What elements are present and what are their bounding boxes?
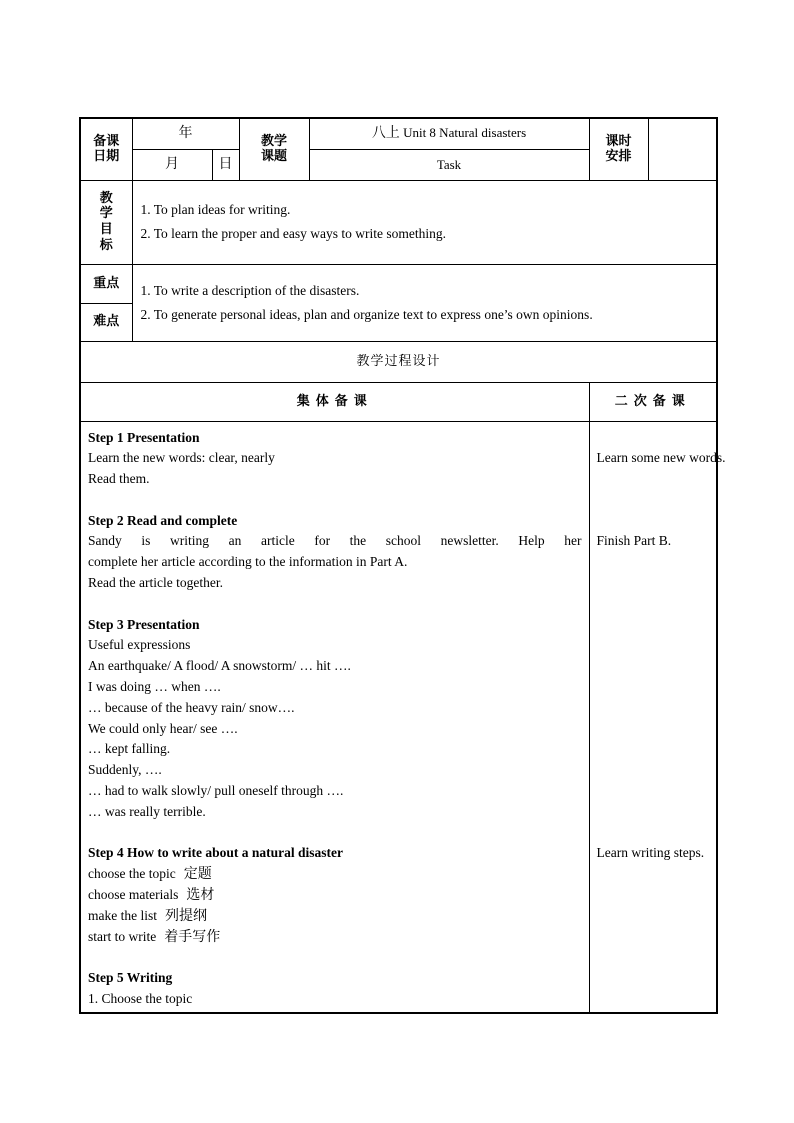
key-points-label: 重点 — [80, 264, 132, 303]
date-label-line2: 日期 — [93, 149, 120, 165]
expression-line: … was really terrible. — [88, 803, 206, 819]
step-title: Step 1 Presentation — [88, 429, 200, 445]
focus-list — [132, 264, 717, 341]
expression-line: Suddenly, …. — [88, 762, 162, 778]
schedule-value — [648, 118, 717, 180]
year-cell: 年 — [132, 118, 239, 149]
second-prep-notes — [589, 421, 726, 1013]
second-prep-header: 二次备课 — [589, 382, 717, 421]
lesson-name: Task — [309, 149, 589, 180]
step-title: Step 2 Read and complete — [88, 512, 238, 528]
note: Learn some new words. — [596, 450, 726, 466]
note: Learn writing steps. — [596, 845, 705, 861]
step-title: Step 3 Presentation — [88, 616, 200, 632]
month-cell: 月 — [132, 149, 212, 180]
expression-line: I was doing … when …. — [88, 679, 221, 695]
objective-item: 2. To learn the proper and easy ways to write something. — [140, 226, 446, 241]
writing-step: start to write 着手写作 — [88, 928, 221, 945]
objective-item: 1. To plan ideas for writing. — [140, 202, 291, 217]
lesson-plan-table — [79, 117, 726, 1014]
expression-line: … had to walk slowly/ pull oneself through …. — [88, 783, 344, 799]
objectives-label: 教 学 目 标 — [80, 180, 132, 264]
expression-line: Useful expressions — [88, 637, 191, 653]
step-title: Step 5 Writing — [88, 970, 173, 986]
schedule-label: 课时 安排 — [589, 118, 648, 180]
difficult-points-label: 难点 — [80, 303, 132, 341]
date-label-line1: 备课 — [93, 133, 120, 149]
note: Finish Part B. — [596, 533, 672, 549]
writing-step: make the list 列提纲 — [88, 907, 207, 924]
expression-line: … kept falling. — [88, 741, 171, 757]
expression-line: We could only hear/ see …. — [88, 720, 238, 736]
writing-step: choose materials 选材 — [88, 887, 215, 904]
objectives-list — [132, 180, 717, 264]
expression-line: … because of the heavy rain/ snow…. — [88, 699, 295, 715]
focus-item: 2. To generate personal ideas, plan and organize text to express one’s own opinions. — [140, 306, 593, 322]
step-title: Step 4 How to write about a natural disaster — [88, 845, 343, 861]
writing-step: choose the topic 定题 — [88, 866, 212, 883]
unit-title: 八上 Unit 8 Natural disasters — [309, 118, 589, 149]
date-label — [80, 118, 132, 180]
collective-prep-header: 集体备课 — [80, 382, 589, 421]
steps-content: Step 1 Presentation Learn the new words: clear, nearly Read them. Step 2 Read and complete Sandy is writing an article for the school newsletter. Help her complete her article according to the information in Part A. Read the article together. Step 3 Presentation Useful expressions An earthquake/ A flood/ A snowstorm/ … hit …. I was doing … when …. … because of the heavy rain/ snow…. We could only hear/ see …. … kept falling. Suddenly, …. … had to walk slowly/ pull oneself through …. … was really terrible. Step 4 How to write about a natural disaster choose the topic 定题 choose materials 选材 make the list 列提纲 start to write 着手写作 Step 5 Writing 1. Choose the topic — [80, 421, 589, 1013]
expression-line: An earthquake/ A flood/ A snowstorm/ … hit …. — [88, 658, 351, 674]
day-cell: 日 — [212, 149, 239, 180]
focus-item: 1. To write a description of the disasters. — [140, 282, 360, 298]
process-title: 教学过程设计 — [80, 341, 717, 382]
topic-label: 教学 课题 — [239, 118, 309, 180]
